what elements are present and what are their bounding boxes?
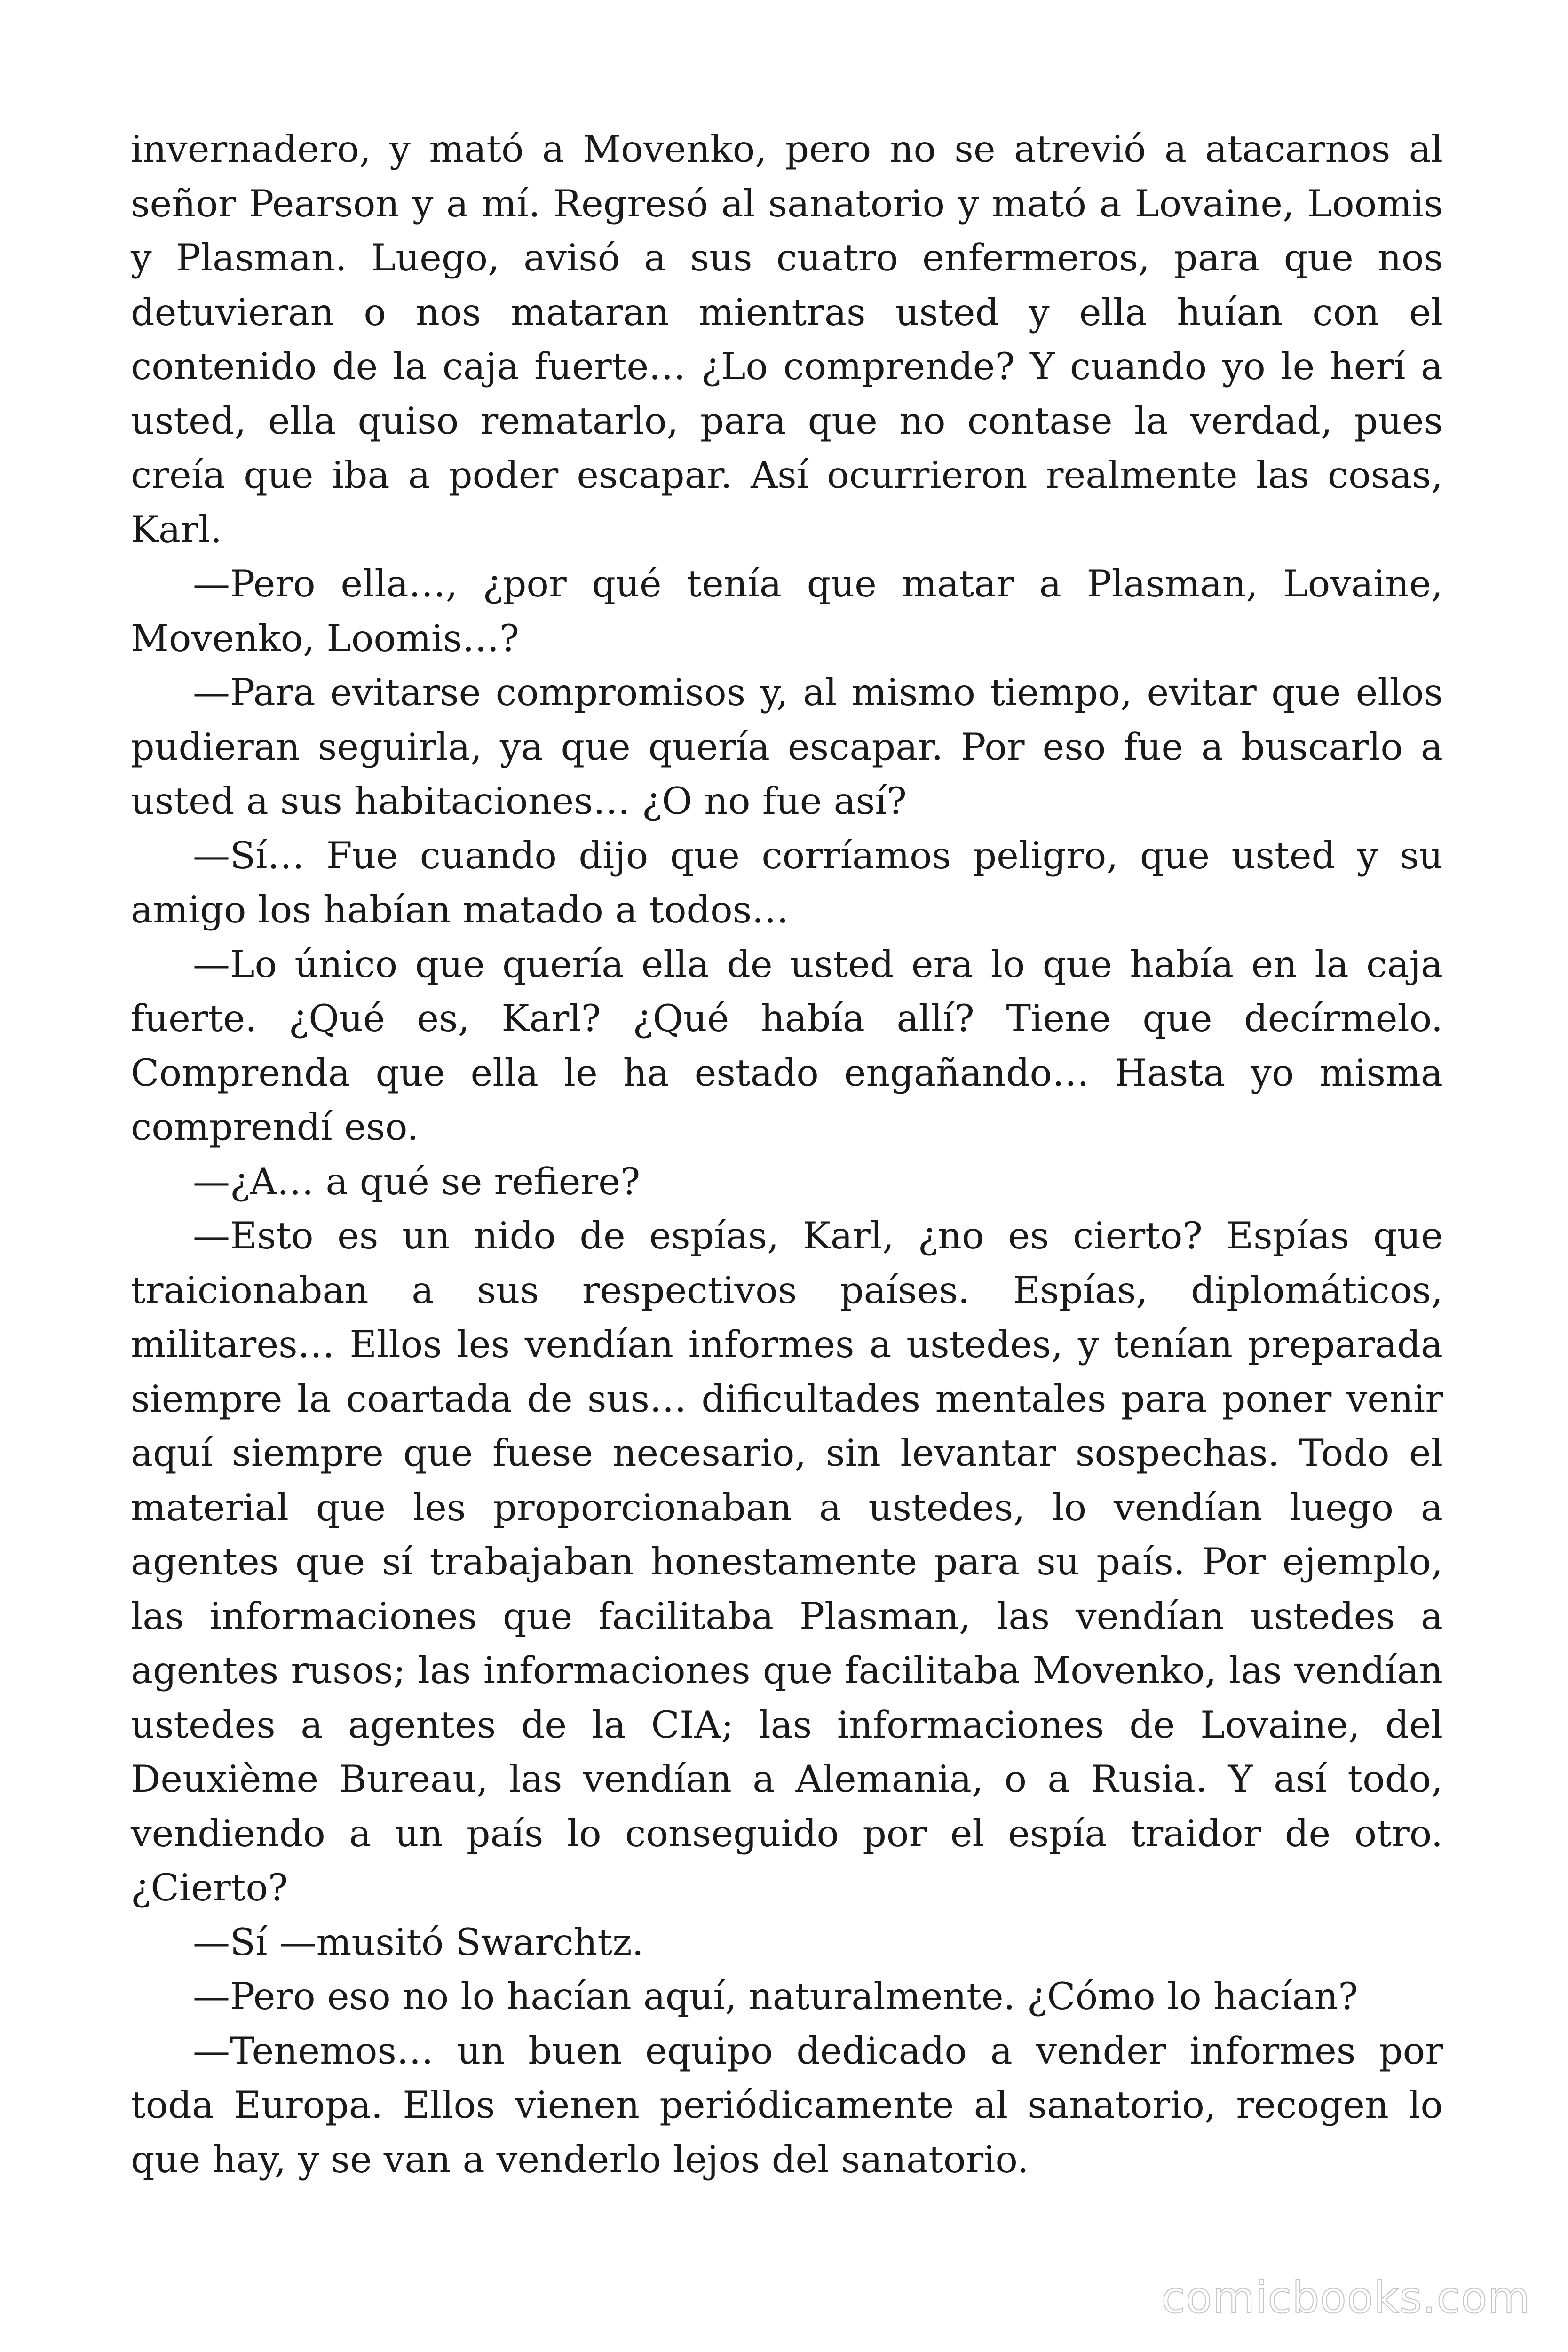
paragraph-6: —¿A… a qué se refiere? xyxy=(193,1160,641,1203)
book-page-text xyxy=(131,122,1443,2187)
paragraph-7: —Esto es un nido de espías, Karl, ¿no es cierto? Espías que traicionaban a sus respectivos países. Espías, diplomáticos, militares… Ellos les vendían informes a ustedes, y tenían preparada siempre la coartada de sus… dificultades mentales para poner venir aquí siempre que fuese necesario, sin levantar sospechas. Todo el material que les proporcionaban a ustedes, lo vendían luego a agentes que sí trabajaban honestamente para su país. Por ejemplo, las informaciones que facilitaba Plasman, las vendían ustedes a agentes rusos; las informaciones que facilitaba Movenko, las vendían ustedes a agentes de la CIA; las informaciones de Lovaine, del Deuxième Bureau, las vendían a Alemania, o a Rusia. Y así todo, vendiendo a un país lo conseguido por el espía traidor de otro. ¿Cierto? xyxy=(131,1214,1443,1909)
paragraph-5: —Lo único que quería ella de usted era lo que había en la caja fuerte. ¿Qué es, Karl? ¿Qué había allí? Tiene que decírmelo. Comprenda que ella le ha estado engañando… Hasta yo misma comprendí eso. xyxy=(131,942,1443,1149)
watermark: comicbooks.com xyxy=(1161,2273,1530,2323)
paragraph-10: —Tenemos… un buen equipo dedicado a vender informes por toda Europa. Ellos vienen periódicamente al sanatorio, recogen lo que hay, y se van a venderlo lejos del sanatorio. xyxy=(131,2029,1443,2181)
paragraph-8: —Sí —musitó Swarchtz. xyxy=(193,1920,644,1964)
paragraph-4: —Sí… Fue cuando dijo que corríamos peligro, que usted y su amigo los habían matado a todos… xyxy=(131,834,1443,931)
paragraph-1: invernadero, y mató a Movenko, pero no se atrevió a atacarnos al señor Pearson y a mí. Regresó al sanatorio y mató a Lovaine, Loomis y Plasman. Luego, avisó a sus cuatro enfermeros, para que nos detuvieran o nos mataran mientras usted y ella huían con el contenido de la caja fuerte… ¿Lo comprende? Y cuando yo le herí a usted, ella quiso rematarlo, para que no contase la verdad, pues creía que iba a poder escapar. Así ocurrieron realmente las cosas, Karl. xyxy=(131,127,1443,551)
paragraph-3: —Para evitarse compromisos y, al mismo tiempo, evitar que ellos pudieran seguirla, ya que quería escapar. Por eso fue a buscarlo a usted a sus habitaciones… ¿O no fue así? xyxy=(131,671,1443,823)
paragraph-9: —Pero eso no lo hacían aquí, naturalmente. ¿Cómo lo hacían? xyxy=(193,1975,1358,2018)
paragraph-2: —Pero ella…, ¿por qué tenía que matar a Plasman, Lovaine, Movenko, Loomis…? xyxy=(131,562,1443,660)
